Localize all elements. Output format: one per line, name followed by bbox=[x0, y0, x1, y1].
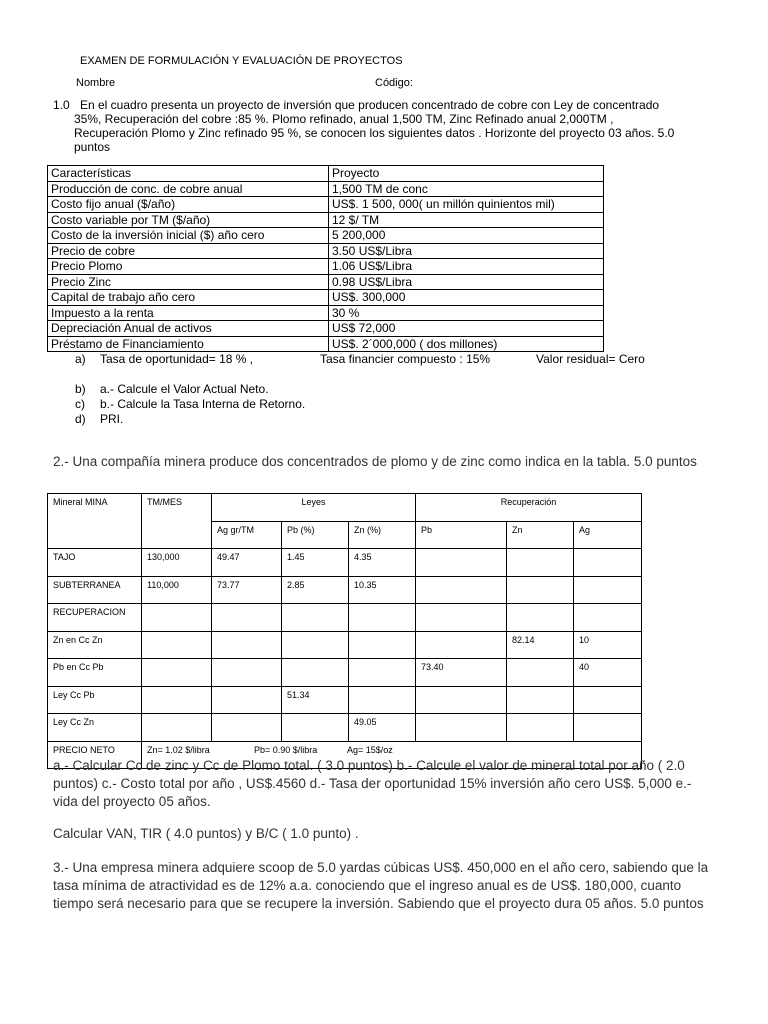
table-cell bbox=[282, 659, 349, 687]
table-header-row bbox=[48, 494, 642, 522]
table-cell: 0.98 US$/Libra bbox=[329, 274, 604, 290]
table-cell: Producción de conc. de cobre anual bbox=[48, 181, 329, 197]
table-cell: 30 % bbox=[329, 305, 604, 321]
table-cell: 130,000 bbox=[142, 549, 212, 577]
header-ag-rec: Ag bbox=[574, 521, 642, 549]
q2-text-line-1: a.- Calcular Cc de zinc y Cc de Plomo total. ( 3.0 puntos) b.- Calcule el valor de mineral total por año ( 2.0 bbox=[53, 758, 685, 773]
table-cell: 12 $/ TM bbox=[329, 212, 604, 228]
q3-line-2: tasa mínima de atractividad es de 12% a.a. conociendo que el ingreso anual es de US$. 180,000, cuanto bbox=[53, 878, 682, 893]
table-row bbox=[48, 243, 604, 259]
q1-item-c-marker: c) bbox=[75, 397, 85, 411]
code-label: Código: bbox=[375, 77, 413, 89]
q2-text-line-2: puntos) c.- Costo total por año , US$.4560 d.- Tasa der oportunidad 15% inversión año cero US$. 5,000 e.- bbox=[53, 776, 692, 791]
table-cell: RECUPERACION bbox=[48, 604, 142, 632]
table-cell bbox=[142, 631, 212, 659]
table-cell bbox=[142, 686, 212, 714]
table-cell: 3.50 US$/Libra bbox=[329, 243, 604, 259]
table-cell: 1.06 US$/Libra bbox=[329, 259, 604, 275]
table-row bbox=[48, 576, 642, 604]
table-cell: 110,000 bbox=[142, 576, 212, 604]
table-cell bbox=[416, 549, 507, 577]
table-cell bbox=[507, 549, 574, 577]
table-row bbox=[48, 290, 604, 306]
header-mineral: Mineral MINA bbox=[48, 494, 142, 549]
table-cell bbox=[349, 659, 416, 687]
table-cell bbox=[142, 604, 212, 632]
table-cell bbox=[416, 604, 507, 632]
table-row bbox=[48, 631, 642, 659]
table-cell: Precio Zinc bbox=[48, 274, 329, 290]
table-cell bbox=[507, 576, 574, 604]
table-cell: 10 bbox=[574, 631, 642, 659]
q1-line-3: Recuperación Plomo y Zinc refinado 95 %, se conocen los siguientes datos . Horizonte del proyecto 03 años. 5.0 bbox=[74, 126, 675, 140]
q1-item-a-finance: Tasa financier compuesto : 15% bbox=[320, 352, 491, 366]
header-ag: Ag gr/TM bbox=[212, 521, 282, 549]
table-cell bbox=[349, 604, 416, 632]
precio-zn: Zn= 1.02 $/libra bbox=[147, 744, 210, 755]
header-leyes: Leyes bbox=[212, 494, 416, 522]
table-cell bbox=[507, 604, 574, 632]
q3-line-3: tiempo será necesario para que se recupere la inversión. Sabiendo que el proyecto dura 05 años. 5.0 puntos bbox=[53, 896, 704, 911]
q2-text-line-3: vida del proyecto 05 años. bbox=[53, 794, 211, 809]
table-cell bbox=[574, 714, 642, 742]
table-row bbox=[48, 228, 604, 244]
header-zn: Zn bbox=[507, 521, 574, 549]
table-cell: Características bbox=[48, 166, 329, 182]
table-row bbox=[48, 212, 604, 228]
table-cell: 49.47 bbox=[212, 549, 282, 577]
table-cell: US$. 2´000,000 ( dos millones) bbox=[329, 336, 604, 352]
table-cell bbox=[507, 686, 574, 714]
table-cell bbox=[212, 659, 282, 687]
q1-item-d-marker: d) bbox=[75, 412, 86, 426]
q2-calc: Calcular VAN, TIR ( 4.0 puntos) y B/C ( 1.0 punto) . bbox=[53, 826, 359, 841]
table-cell: 10.35 bbox=[349, 576, 416, 604]
table-cell: 5 200,000 bbox=[329, 228, 604, 244]
q1-item-d: PRI. bbox=[100, 412, 124, 426]
precio-ag: Ag= 15$/oz bbox=[347, 744, 393, 755]
precio-label: PRECIO NETO bbox=[48, 741, 142, 769]
table-row bbox=[48, 336, 604, 352]
precio-pb: Pb= 0.90 $/libra bbox=[254, 744, 318, 755]
table-cell: US$. 300,000 bbox=[329, 290, 604, 306]
table-cell: Costo variable por TM ($/año) bbox=[48, 212, 329, 228]
table-cell: Costo de la inversión inicial ($) año cero bbox=[48, 228, 329, 244]
header-zn-pct: Zn (%) bbox=[349, 521, 416, 549]
table-cell: 73.77 bbox=[212, 576, 282, 604]
q1-item-a-rate: Tasa de oportunidad= 18 % , bbox=[100, 352, 254, 366]
table-row bbox=[48, 259, 604, 275]
table-cell bbox=[574, 576, 642, 604]
q1-line-1: En el cuadro presenta un proyecto de inversión que producen concentrado de cobre con Ley de concentrado bbox=[80, 98, 660, 112]
table-cell: US$. 1 500, 000( un millón quinientos mil) bbox=[329, 197, 604, 213]
table-cell bbox=[282, 604, 349, 632]
table-row bbox=[48, 166, 604, 182]
table-cell: 49.05 bbox=[349, 714, 416, 742]
q1-line-2: 35%, Recuperación del cobre :85 %. Plomo refinado, anual 1,500 TM, Zinc Refinado anual 2,000TM , bbox=[74, 112, 614, 126]
table-cell: SUBTERRANEA bbox=[48, 576, 142, 604]
table-cell: Ley Cc Zn bbox=[48, 714, 142, 742]
table-cell: 4.35 bbox=[349, 549, 416, 577]
table-cell bbox=[416, 576, 507, 604]
table-row bbox=[48, 659, 642, 687]
table-cell bbox=[574, 604, 642, 632]
q1-item-b: a.- Calcule el Valor Actual Neto. bbox=[100, 382, 269, 396]
table-cell: Pb en Cc Pb bbox=[48, 659, 142, 687]
table-cell: Precio Plomo bbox=[48, 259, 329, 275]
table-cell: 73.40 bbox=[416, 659, 507, 687]
table-cell: 82.14 bbox=[507, 631, 574, 659]
table-cell bbox=[212, 604, 282, 632]
table-row bbox=[48, 321, 604, 337]
table-cell bbox=[416, 714, 507, 742]
table-cell: US$ 72,000 bbox=[329, 321, 604, 337]
table-cell bbox=[507, 659, 574, 687]
table-cell: Capital de trabajo año cero bbox=[48, 290, 329, 306]
q2-intro: 2.- Una compañía minera produce dos concentrados de plomo y de zinc como indica en la tabla. 5.0 puntos bbox=[53, 454, 697, 469]
table-row bbox=[48, 197, 604, 213]
header-tm-mes: TM/MES bbox=[142, 494, 212, 549]
table-row bbox=[48, 549, 642, 577]
mineral-table bbox=[47, 493, 642, 769]
table-cell: 1.45 bbox=[282, 549, 349, 577]
table-row bbox=[48, 274, 604, 290]
name-label: Nombre bbox=[76, 77, 116, 89]
table-cell bbox=[212, 686, 282, 714]
table-cell bbox=[349, 631, 416, 659]
project-data-table bbox=[47, 165, 604, 352]
table-cell bbox=[349, 686, 416, 714]
table-cell bbox=[507, 714, 574, 742]
table-cell: 2.85 bbox=[282, 576, 349, 604]
exam-title: EXAMEN DE FORMULACIÓN Y EVALUACIÓN DE PROYECTOS bbox=[80, 55, 403, 67]
table-row bbox=[48, 714, 642, 742]
table-cell bbox=[574, 686, 642, 714]
table-cell bbox=[282, 714, 349, 742]
table-row bbox=[48, 604, 642, 632]
table-row bbox=[48, 305, 604, 321]
table-cell: 40 bbox=[574, 659, 642, 687]
q1-number: 1.0 bbox=[53, 98, 70, 112]
table-cell: 51.34 bbox=[282, 686, 349, 714]
table-cell: Impuesto a la renta bbox=[48, 305, 329, 321]
header-recuperacion: Recuperación bbox=[416, 494, 642, 522]
q1-item-c: b.- Calcule la Tasa Interna de Retorno. bbox=[100, 397, 306, 411]
table-cell: Ley Cc Pb bbox=[48, 686, 142, 714]
table-cell: TAJO bbox=[48, 549, 142, 577]
table-cell: Proyecto bbox=[329, 166, 604, 182]
table-cell: Costo fijo anual ($/año) bbox=[48, 197, 329, 213]
q1-item-b-marker: b) bbox=[75, 382, 86, 396]
q3-line-1: 3.- Una empresa minera adquiere scoop de 5.0 yardas cúbicas US$. 450,000 en el año cero, sabiendo que la bbox=[53, 860, 709, 875]
header-pb: Pb bbox=[416, 521, 507, 549]
table-cell bbox=[142, 659, 212, 687]
table-cell: 1,500 TM de conc bbox=[329, 181, 604, 197]
table-cell bbox=[416, 686, 507, 714]
table-row bbox=[48, 181, 604, 197]
q1-line-4: puntos bbox=[74, 140, 111, 154]
table-cell bbox=[212, 714, 282, 742]
q1-item-a-marker: a) bbox=[75, 352, 86, 366]
table-cell bbox=[212, 631, 282, 659]
table-cell bbox=[416, 631, 507, 659]
table-row bbox=[48, 686, 642, 714]
table-cell: Precio de cobre bbox=[48, 243, 329, 259]
header-pb-pct: Pb (%) bbox=[282, 521, 349, 549]
table-cell: Depreciación Anual de activos bbox=[48, 321, 329, 337]
table-cell: Préstamo de Financiamiento bbox=[48, 336, 329, 352]
table-cell bbox=[142, 714, 212, 742]
table-cell: Zn en Cc Zn bbox=[48, 631, 142, 659]
table-cell bbox=[574, 549, 642, 577]
table-cell bbox=[282, 631, 349, 659]
q1-item-a-residual: Valor residual= Cero bbox=[536, 352, 645, 366]
